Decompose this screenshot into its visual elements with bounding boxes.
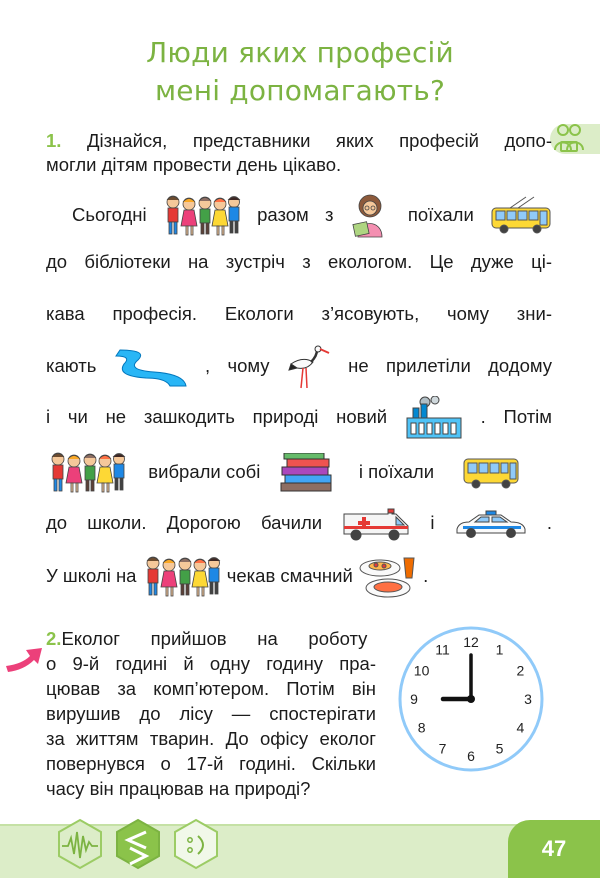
clock-number: 10 [413,662,430,679]
lunch-icon [358,554,418,600]
police-car-icon [455,509,527,539]
story-text: У школі на [46,565,137,586]
clock-number: 3 [524,691,532,707]
story-text: і чи не зашкодить природі новий [46,406,388,427]
clock-number: 12 [463,634,479,650]
title-line-2: мені допомагають? [154,74,446,107]
pair-work-icon [552,122,586,154]
children-icon [163,193,241,239]
task2-number: 2. [46,628,62,649]
page-number: 47 [541,836,567,861]
story-text: чекав смачний [226,565,353,586]
story-line-2: до бібліотеки на зустріч з екологом. Це дуже ці- [46,251,552,272]
task1-line-1 [46,129,552,153]
clock-icon [396,624,546,774]
title-line-1: Люди яких професій [146,36,454,69]
story-text: вибрали собі [148,461,261,482]
clock-number: 9 [410,691,418,707]
clock-number: 4 [516,719,525,736]
story-line-5 [46,394,552,440]
story-line-7 [46,500,552,546]
clock-number: 8 [417,719,426,736]
task1-text-2: могли дітям провести день цікаво. [46,154,342,175]
story-line-4 [46,343,552,389]
sound-wave-icon [54,818,106,870]
children-icon [142,554,222,600]
books-icon [279,453,335,493]
task2-text-3: цював за комп’ютером. Потім він [46,678,376,699]
river-icon [114,346,188,388]
bus-icon [462,455,520,491]
clock-number: 5 [495,740,504,757]
story-text: , чому [205,355,270,376]
factory-icon [405,396,463,440]
ambulance-icon [342,506,410,542]
task2-text-4: вирушив до лісу — спостерігати [46,703,376,724]
story-text: поїхали [407,204,474,225]
story-text: . Потім [480,406,553,427]
clock-number: 2 [516,662,525,679]
story-line-3: кава професія. Екологи з’ясовують, чому зни- [46,303,552,324]
story-text: . [423,565,429,586]
task1-text-1: Дізнайся, представники яких професій допо- [86,130,552,151]
clock-number: 11 [435,641,450,658]
story-text: разом з [257,204,334,225]
task2-text-2: о 9-й годині й одну годину пра- [46,653,376,674]
compare-icon [112,818,164,870]
task2-text-7: часу він працював на природі? [46,778,311,799]
story-line-6 [46,448,552,496]
task2-text-6: повернувся о 17-й годині. Скільки [46,753,376,774]
page-title [0,34,600,110]
story-line-8 [46,552,552,600]
story-text: і [430,512,435,533]
story-text: і поїхали [358,461,435,482]
clock-number: 1 [495,641,504,658]
clock-number: 6 [467,748,475,764]
smile-icon [170,818,222,870]
trolleybus-icon [490,196,552,236]
story-text: кають [46,355,97,376]
stork-icon [287,344,331,390]
teacher-icon [350,193,392,239]
story-text: до школи. Дорогою бачили [46,512,323,533]
story-text: . [546,512,552,533]
task2-text-1: Еколог прийшов на роботу [61,628,368,649]
task2-text-5: за життям тварин. До офісу еколог [46,728,376,749]
children-icon [46,450,128,496]
story-line-1 [72,192,552,238]
pointer-arrow-icon [4,644,44,674]
story-text: Сьогодні [72,204,147,225]
story-text: не прилетіли додому [348,355,553,376]
task1-number: 1. [46,130,62,151]
task2-line-1 [46,627,376,651]
clock-number: 7 [438,740,447,757]
